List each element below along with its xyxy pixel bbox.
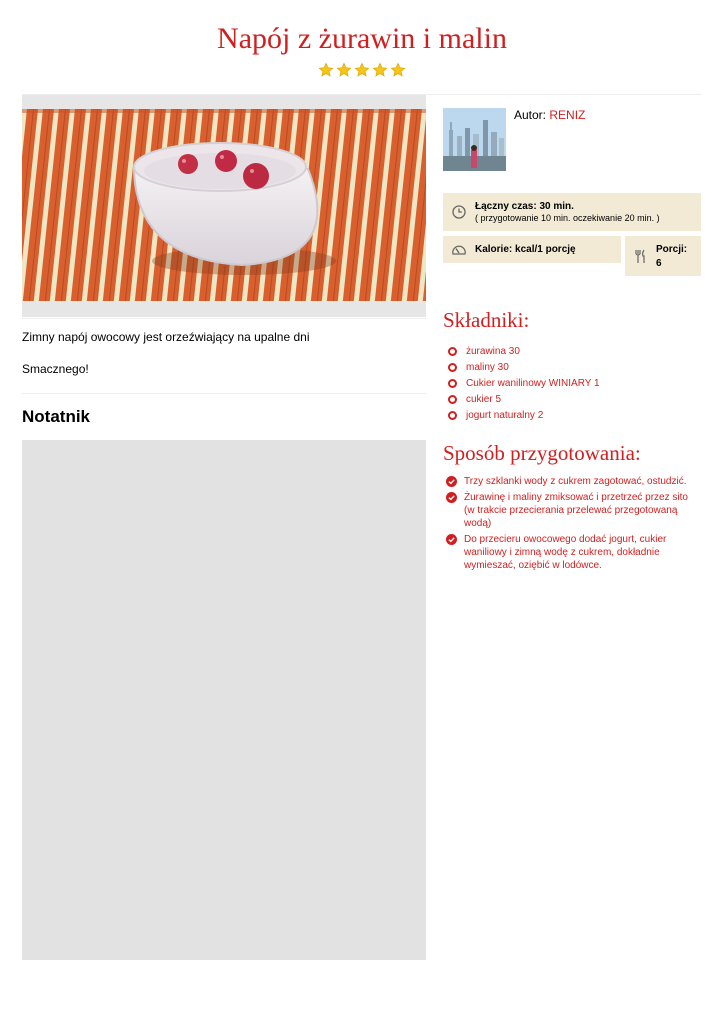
star-icon [318, 62, 334, 78]
check-icon [446, 492, 457, 503]
divider-photo [22, 318, 426, 319]
calories-box [443, 236, 621, 263]
ring-bullet-icon [448, 347, 457, 356]
recipe-photo [22, 95, 426, 317]
ingredient-item: żurawina 30 [448, 343, 600, 359]
method-step: Do przecieru owocowego dodać jogurt, cukier waniliowy i zimną wodę z cukrem, dokładnie wymieszać, oziębić w lodówce. [446, 533, 701, 572]
portions-box [625, 236, 701, 276]
time-breakdown: ( przygotowanie 10 min. oczekiwanie 20 min. ) [475, 213, 660, 223]
recipe-title: Napój z żurawin i malin [217, 22, 507, 55]
divider-description [22, 393, 426, 394]
star-icon [372, 62, 388, 78]
method-steps [446, 475, 701, 575]
author-label: Autor: [514, 108, 547, 122]
ring-bullet-icon [448, 363, 457, 372]
method-step: Trzy szklanki wody z cukrem zagotować, ostudzić. [446, 475, 701, 488]
ring-bullet-icon [448, 379, 457, 388]
cutlery-icon [634, 249, 646, 264]
ingredient-item: Cukier wanilinowy WINIARY 1 [448, 375, 600, 391]
portions-label: Porcji: [656, 244, 688, 255]
star-icon [390, 62, 406, 78]
total-time: Łączny czas: 30 min. [475, 201, 574, 212]
gauge-icon [451, 243, 467, 256]
ingredients-list [448, 343, 600, 423]
recipe-photo-image [22, 109, 426, 301]
star-icon [354, 62, 370, 78]
method-title: Sposób przygotowania: [443, 441, 641, 465]
ring-bullet-icon [448, 411, 457, 420]
rating-stars [0, 62, 724, 78]
clock-icon [452, 205, 466, 219]
method-step: Żurawinę i maliny zmiksować i przetrzeć przez sito (w trakcie przecierania przelewać przegotowaną wodą) [446, 491, 701, 530]
notes-area[interactable] [22, 440, 426, 960]
star-icon [336, 62, 352, 78]
author-name-link[interactable]: RENIZ [549, 108, 586, 122]
portions-value: 6 [656, 258, 662, 269]
ring-bullet-icon [448, 395, 457, 404]
total-time-box [443, 193, 701, 231]
notes-title: Notatnik [22, 407, 90, 426]
ingredients-title: Składniki: [443, 308, 530, 332]
author-line [514, 108, 585, 122]
ingredient-item: maliny 30 [448, 359, 600, 375]
check-icon [446, 476, 457, 487]
ingredient-item: cukier 5 [448, 391, 600, 407]
calories: Kalorie: kcal/1 porcję [475, 244, 576, 255]
ingredient-item: jogurt naturalny 2 [448, 407, 600, 423]
author-avatar [443, 108, 506, 171]
recipe-closing: Smacznego! [22, 362, 89, 376]
recipe-description: Zimny napój owocowy jest orzeźwiający na upalne dni [22, 330, 310, 344]
check-icon [446, 534, 457, 545]
